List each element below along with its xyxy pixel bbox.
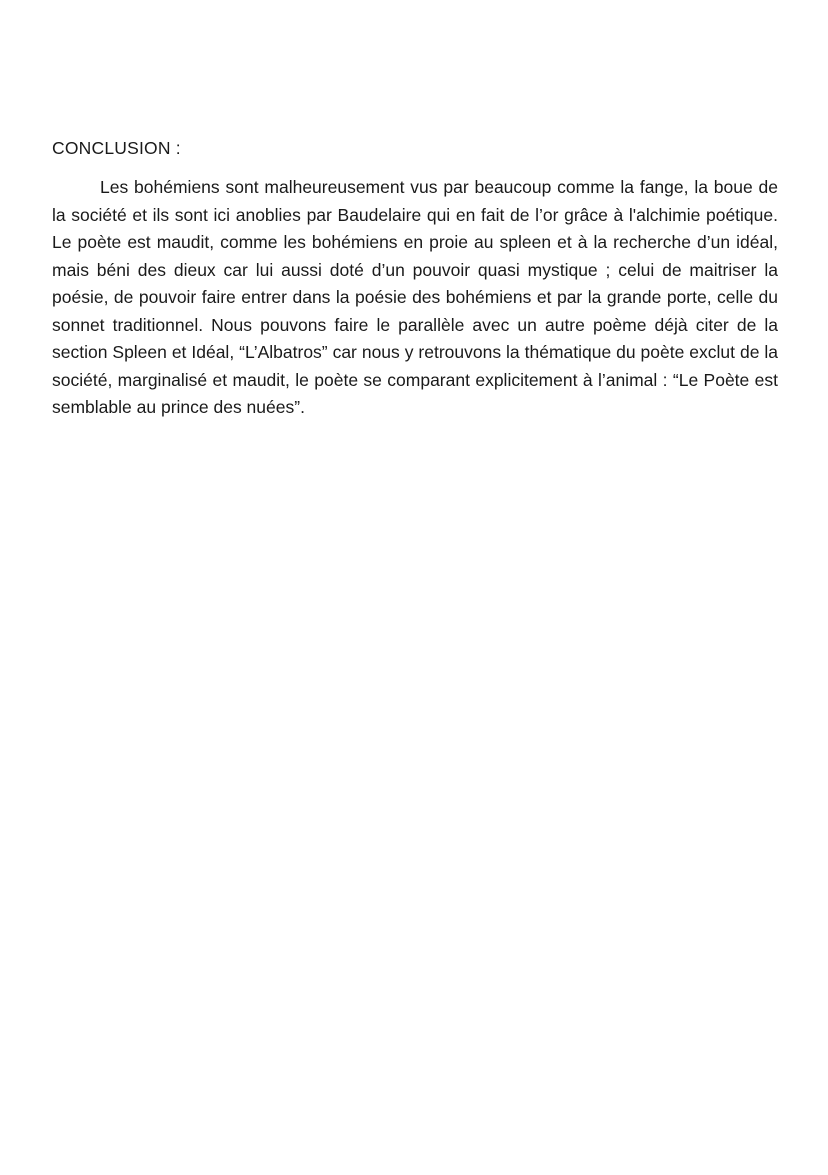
conclusion-heading: CONCLUSION :: [52, 138, 181, 158]
conclusion-paragraph: Les bohémiens sont malheureusement vus par beaucoup comme la fange, la boue de la société et ils sont ici anoblies par Baudelaire qui en fait de l’or grâce à l'alchimie poétique. Le poète est maudit, comme les bohémiens en proie au spleen et à la recherche d’un idéal, mais béni des dieux car lui aussi doté d’un pouvoir quasi mystique ; celui de maitriser la poésie, de pouvoir faire entrer dans la poésie des bohémiens et par la grande porte, celle du sonnet traditionnel. Nous pouvons faire le parallèle avec un autre poème déjà citer de la section Spleen et Idéal, “L’Albatros” car nous y retrouvons la thématique du poète exclut de la société, marginalisé et maudit, le poète se comparant explicitement à l’animal : “Le Poète est semblable au prince des nuées”.: [52, 177, 778, 417]
